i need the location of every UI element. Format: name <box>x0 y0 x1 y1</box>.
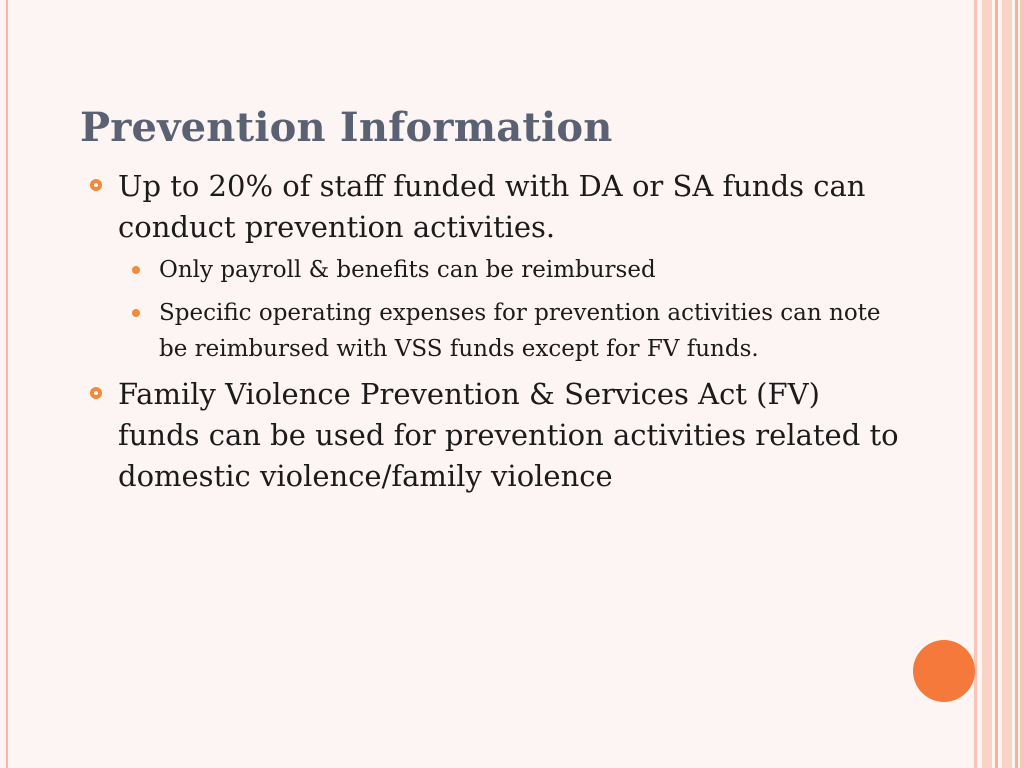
decorative-orange-circle <box>913 640 975 702</box>
dot-bullet-icon <box>132 309 140 317</box>
border-stripe <box>995 0 998 768</box>
right-border-stripes <box>974 0 1024 768</box>
sub-bullet-text: Specific operating expenses for prevention activities can note be reimbursed with VSS funds except for FV funds. <box>159 300 881 362</box>
bullet-item <box>80 166 900 248</box>
ring-bullet-icon <box>90 387 102 399</box>
border-stripe <box>974 0 977 768</box>
bullet-text: Family Violence Prevention & Services Act (FV) funds can be used for prevention activities related to domestic violence/family violence <box>118 377 899 493</box>
dot-bullet-icon <box>132 266 140 274</box>
bullet-text: Up to 20% of staff funded with DA or SA funds can conduct prevention activities. <box>118 169 866 244</box>
left-border-line <box>6 0 8 768</box>
sub-bullet-item <box>80 295 900 367</box>
sub-bullet-item <box>80 252 900 288</box>
bullet-item <box>80 374 900 497</box>
sub-bullet-text: Only payroll & benefits can be reimbursed <box>159 257 656 283</box>
sub-bullet-list <box>80 252 900 367</box>
border-stripe <box>1015 0 1018 768</box>
slide-title: Prevention Information <box>80 104 613 151</box>
border-stripe <box>1002 0 1012 768</box>
border-stripe <box>1020 0 1024 768</box>
ring-bullet-icon <box>90 179 102 191</box>
slide-body <box>80 166 900 497</box>
border-stripe <box>982 0 992 768</box>
